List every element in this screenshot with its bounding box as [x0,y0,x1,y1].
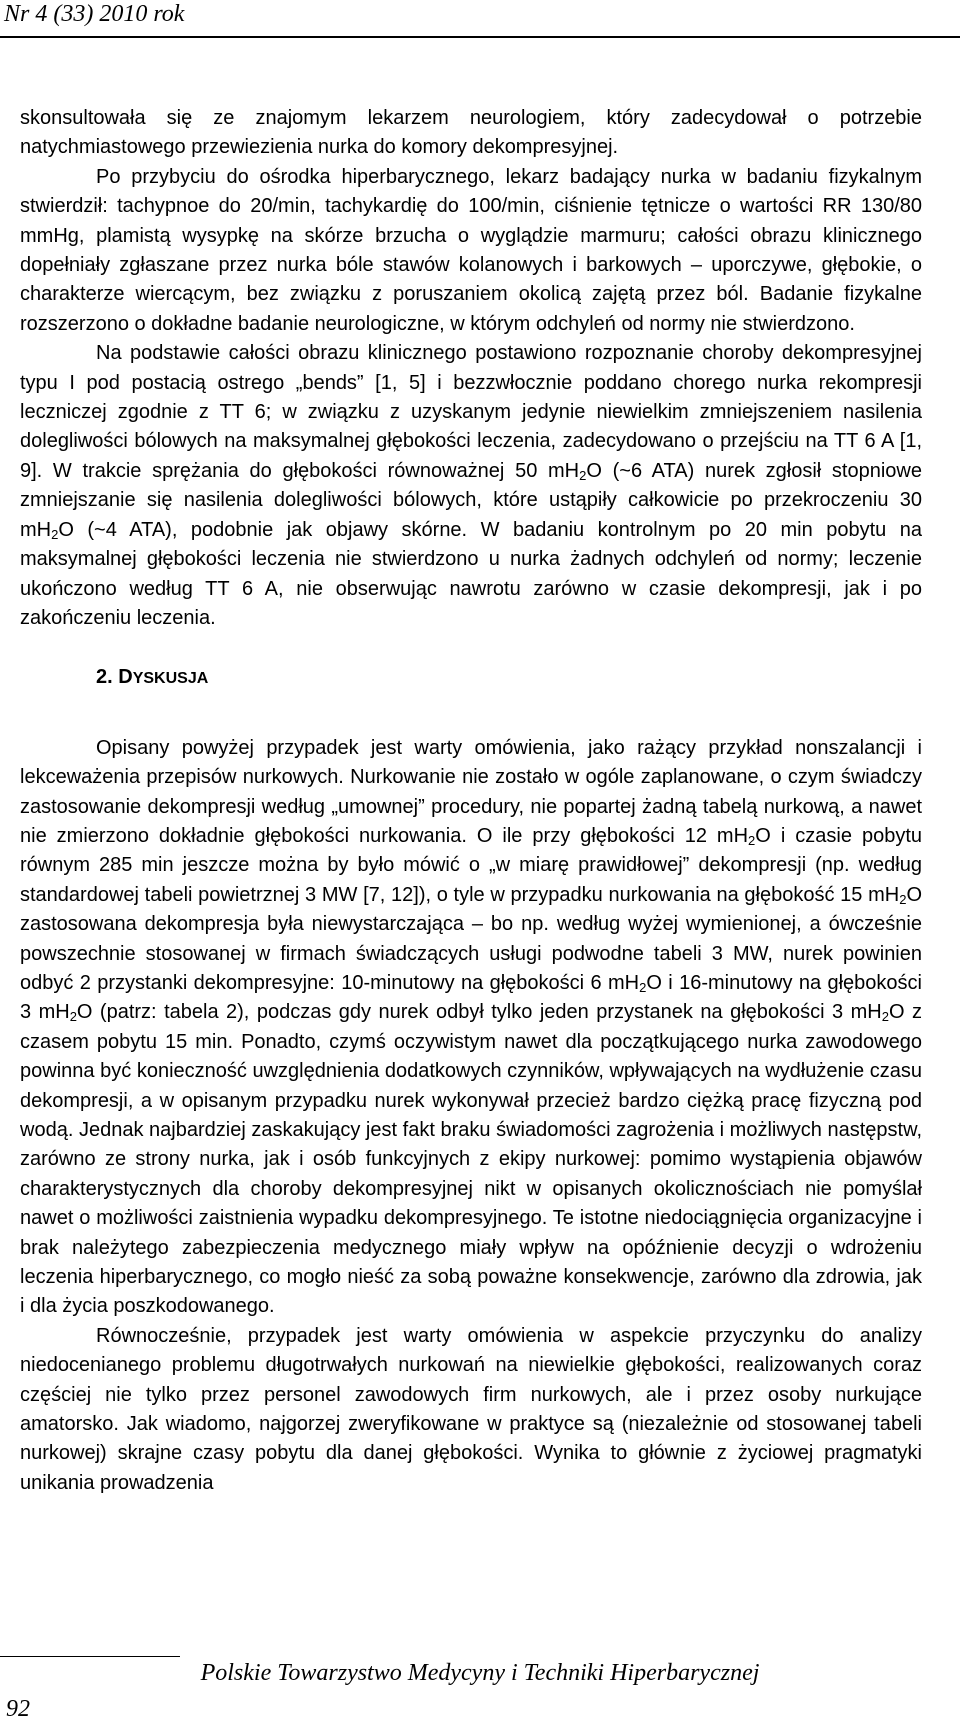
subscript-2: 2 [639,979,647,995]
paragraph-4-part-d: O i 16-minutowy na głębokości 3 mH [20,971,922,1024]
subscript-2: 2 [51,526,59,542]
article-body [20,104,922,1498]
section-title-initial: D [118,666,133,689]
section-number: 2. [96,666,113,689]
paragraph-3-part-c: O (~4 ATA), podobnie jak objawy skórne. W badaniu kontrolnym po 20 min pobytu na maksymalnej głębokości leczenia nie stwierdzono u nurka żadnych odchyleń od normy; leczenie ukończono według TT 6 A, nie obserwując nawrotu zarówno w czasie dekompresji, jak i po zakończeniu leczenia. [20,518,922,629]
journal-issue-header: Nr 4 (33) 2010 rok [4,1,185,27]
subscript-2: 2 [899,891,907,907]
header-divider [0,36,960,38]
paragraph-4-part-c: O zastosowana dekompresja była niewystarczająca – bo np. według wyżej wymienionej, a ówcześnie powszechnie stosowanej w firmach świadczących usługi podwodne tabeli 3 MW, nurek powinien odbyć 2 przystanki dekompresyjne: 10-minutowy na głębokości 6 mH [20,883,922,994]
paragraph-1: skonsultowała się ze znajomym lekarzem neurologiem, który zadecydował o potrzebie natychmiastowego przewiezienia nurka do komory dekompresyjnej. [20,107,922,159]
page-number: 92 [6,1696,30,1722]
paragraph-4-part-e: O (patrz: tabela 2), podczas gdy nurek odbył tylko jeden przystanek na głębokości 3 mH [76,1001,882,1024]
footer-divider [0,1656,180,1657]
section-heading [96,663,922,693]
subscript-2: 2 [748,832,756,848]
paragraph-3-part-b: O (~6 ATA) nurek zgłosił stopniowe zmniejszanie się nasilenia dolegliwości bólowych, które ustąpiły całkowicie po przekroczeniu 30 mH [20,459,922,541]
paragraph-4 [20,734,922,1322]
paragraph-4-part-f: O z czasem pobytu 15 min. Ponadto, czymś oczywistym nawet dla początkującego nurka zawodowego powinna być konieczność uwzględnienia dodatkowych czynników, wpływających na wydłużenie czasu dekompresji, a w opisanym przypadku nurek wykonywał przecież bardzo ciężką pracę fizyczną pod wodą. Jednak najbardziej zaskakujący jest fakt braku świadomości zagrożenia i możliwych następstw, zarówno ze strony nurka, jak i osób funkcyjnych z ekipy nurkowej: pomimo wystąpienia objawów charakterystycznych dla choroby dekompresyjnej nikt w opisanych okolicznościach nie pomyślał nawet o możliwości zaistnienia wypadku dekompresyjnego. Te istotne niedociągnięcia organizacyjne i brak należytego zabezpieczenia medycznego miały wpływ na opóźnienie decyzji o wdrożeniu leczenia hiperbarycznego, co mogło nieść za sobą poważne konsekwencje, zarówno dla zdrowia, jak i dla życia poszkodowanego. [20,1001,922,1318]
footer-organization: Polskie Towarzystwo Medycyny i Techniki Hiperbarycznej [200,1660,760,1686]
paragraph-3-part-a: Na podstawie całości obrazu klinicznego postawiono rozpoznanie choroby dekompresyjnej typu I pod postacią ostrego „bends” [1, 5] i bezzwłocznie poddano chorego nurka rekompresji leczniczej zgodnie z TT 6; w związku z uzyskanym jedynie niewielkim zmniejszeniem nasilenia dolegliwości bólowych na maksymalnej głębokości leczenia, zadecydowano o przejściu na TT 6 A [1, 9]. W trakcie sprężania do głębokości równoważnej 50 mH [20,342,922,482]
paragraph-2: Po przybyciu do ośrodka hiperbarycznego, lekarz badający nurka w badaniu fizykalnym stwierdził: tachypnoe do 20/min, tachykardię do 100/min, ciśnienie tętnicze o wartości RR 130/80 mmHg, plamistą wysypkę na skórze brzucha o wyglądzie marmuru; całości obrazu klinicznego dopełniały zgłaszane przez nurka bóle stawów kolanowych i barkowych – uporczywe, głębokie, o charakterze wiercącym, bez związku z poruszaniem okolicą zajętą przez ból. Badanie fizykalne rozszerzono o dokładne badanie neurologiczne, w którym odchyleń od normy nie stwierdzono. [20,165,922,335]
subscript-2: 2 [69,1009,77,1025]
paragraph-5: Równocześnie, przypadek jest warty omówienia w aspekcie przyczynku do analizy niedocenianego problemu długotrwałych nurkowań na niewielkie głębokości, realizowanych coraz częściej nie tylko przez personel zawodowych firm nurkowych, ale i przez osoby nurkujące amatorsko. Jak wiadomo, najgorzej zweryfikowane w praktyce są (niezależnie od stosowanej tabeli nurkowej) skrajne czasy pobytu dla danej głębokości. Wynika to głównie z życiowej pragmatyki unikania prowadzenia [20,1324,922,1494]
paragraph-4-part-a: Opisany powyżej przypadek jest warty omówienia, jako rażący przykład nonszalancji i lekceważenia przepisów nurkowych. Nurkowanie nie zostało w ogóle zaplanowane, o czym świadczy zastosowanie dekompresji według „umownej” procedury, nie popartej żadną tabelą nurkową, a nawet nie zmierzono dokładnie głębokości nurkowania. O ile przy głębokości 12 mH [20,736,922,847]
paragraph-4-part-b: O i czasie pobytu równym 285 min jeszcze można by było mówić o „w miarę prawidłowej” dekompresji (np. według standardowej tabeli powietrznej 3 MW [7, 12]), o tyle w przypadku nurkowania na głębokość 15 mH [20,824,922,906]
section-title-rest: YSKUSJA [132,670,209,688]
subscript-2: 2 [881,1009,889,1025]
paragraph-3 [20,339,922,633]
subscript-2: 2 [579,467,587,483]
